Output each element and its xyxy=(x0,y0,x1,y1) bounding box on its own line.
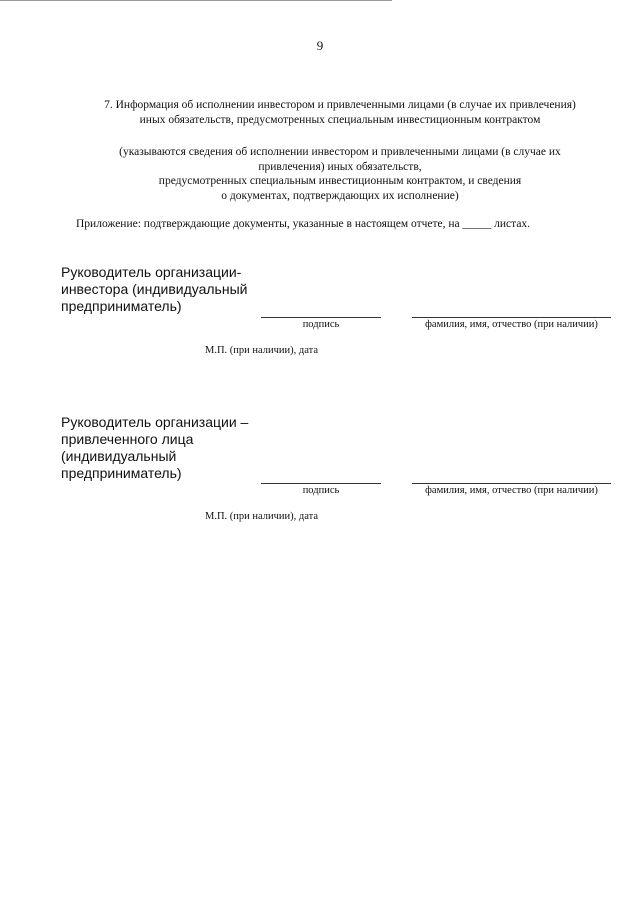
investor-name-line[interactable] xyxy=(412,317,611,318)
section-note-line: (указываются сведения об исполнении инвестором и привлеченными лицами (в случае их xyxy=(119,146,561,158)
investor-head-title-line: инвестора (индивидуальный xyxy=(61,281,248,297)
section-heading-line: иных обязательств, предусмотренных специальным инвестиционным контрактом xyxy=(139,113,541,126)
page-number: 9 xyxy=(316,38,324,53)
attracted-signature-caption: подпись xyxy=(302,485,340,496)
attracted-head-title-line: привлеченного лица xyxy=(61,431,194,447)
section-heading xyxy=(60,98,620,127)
investor-name-caption: фамилия, имя, отчество (при наличии) xyxy=(425,319,598,330)
investor-stamp-date: М.П. (при наличии), дата xyxy=(205,345,319,356)
investor-head-title-line: предприниматель) xyxy=(61,298,182,314)
top-border-line xyxy=(0,0,392,1)
investor-head-title-line: Руководитель организации- xyxy=(61,264,242,280)
investor-signature-caption: подпись xyxy=(302,319,340,330)
attracted-stamp-date: М.П. (при наличии), дата xyxy=(205,511,319,522)
attracted-signature-line[interactable] xyxy=(261,483,381,484)
attracted-head-title-line: (индивидуальный xyxy=(61,448,177,464)
attracted-name-caption: фамилия, имя, отчество (при наличии) xyxy=(425,485,598,496)
investor-signature-line[interactable] xyxy=(261,317,381,318)
section-note-line: привлечения) иных обязательств, xyxy=(258,160,422,173)
attracted-head-title xyxy=(61,414,248,482)
section-note xyxy=(60,145,620,203)
attracted-head-title-line: Руководитель организации – xyxy=(61,414,249,430)
attracted-name-line[interactable] xyxy=(412,483,611,484)
attracted-head-title-line: предприниматель) xyxy=(61,465,182,481)
investor-head-title xyxy=(61,264,247,315)
section-note-line: предусмотренных специальным инвестиционным контрактом, и сведения xyxy=(158,175,522,187)
attachment-text: Приложение: подтверждающие документы, указанные в настоящем отчете, на _____ листах. xyxy=(76,218,531,230)
section-heading-line: 7. Информация об исполнении инвестором и привлеченными лицами (в случае их привлечения) xyxy=(104,99,576,111)
section-note-line: о документах, подтверждающих их исполнение) xyxy=(221,189,459,202)
